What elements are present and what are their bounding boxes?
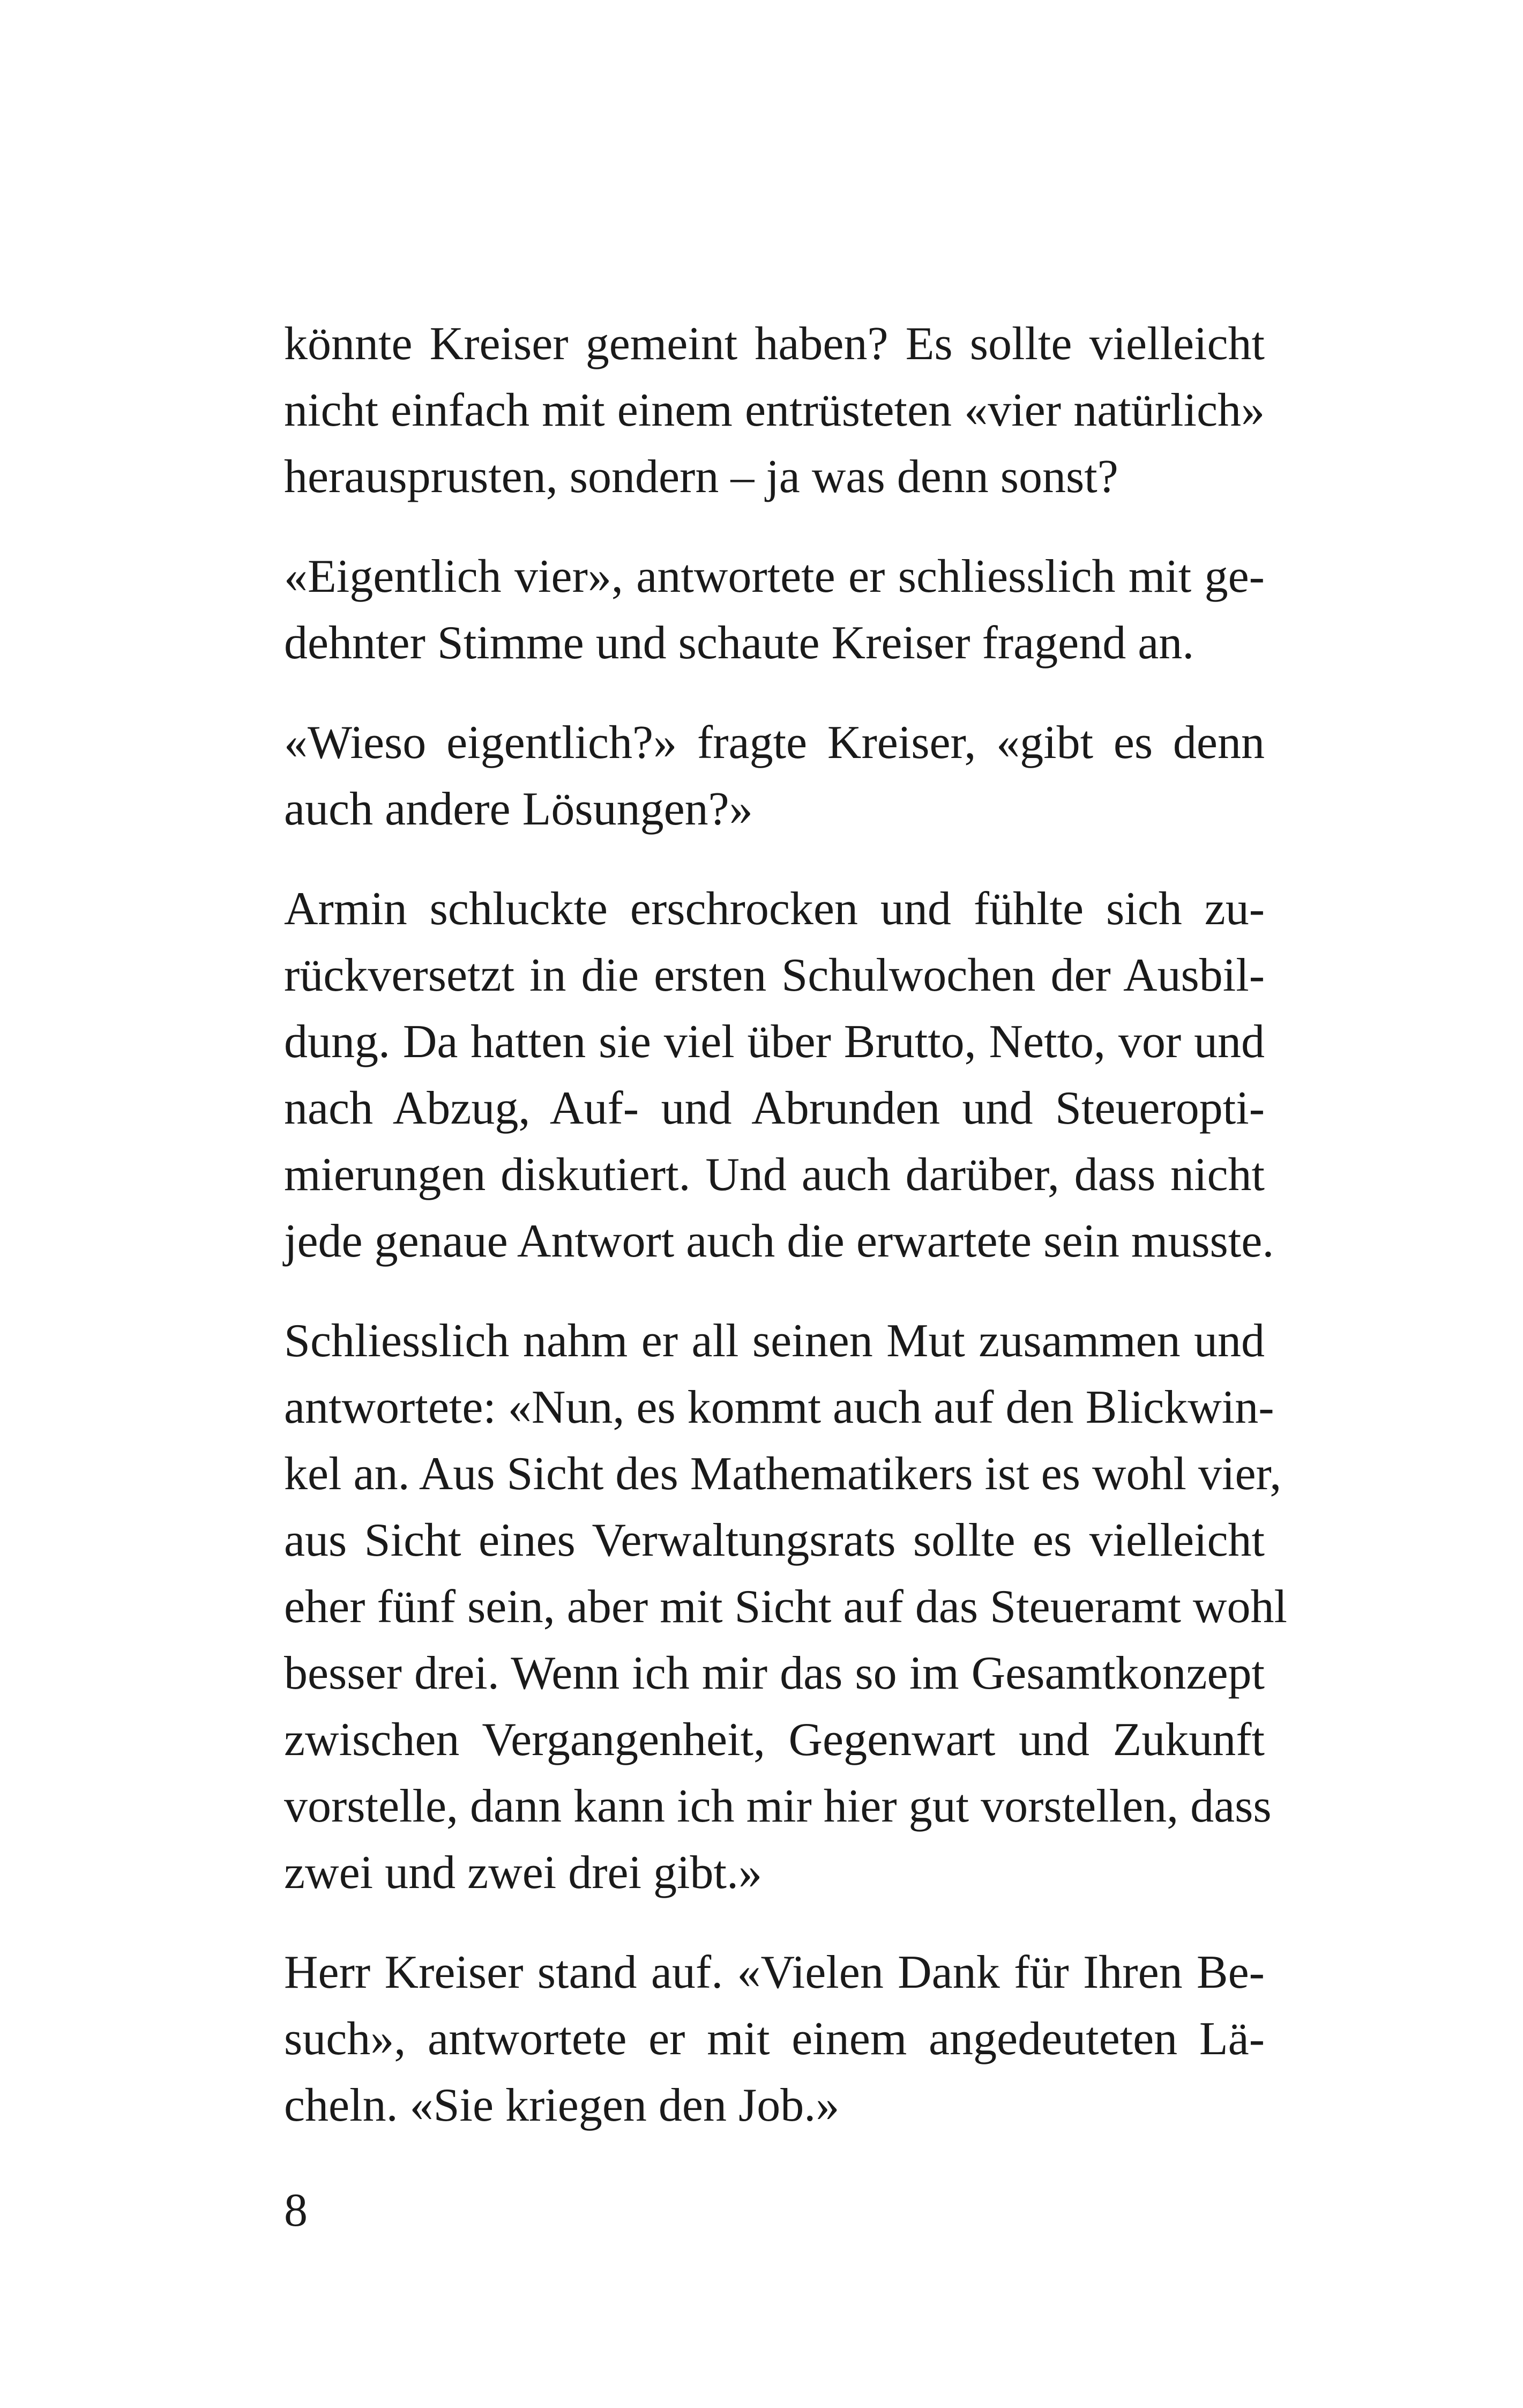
text-line: zwei und zwei drei gibt.»	[284, 1847, 762, 1899]
paragraph	[284, 1308, 1287, 1906]
text-line: besser drei. Wenn ich mir das so im Gesamtkonzept	[284, 1647, 1265, 1699]
text-line: dung. Da hatten sie viel über Brutto, Netto, vor und	[284, 1016, 1265, 1068]
page-text	[284, 311, 1287, 2172]
text-line: auch andere Lösungen?»	[284, 783, 753, 835]
text-line: jede genaue Antwort auch die erwartete sein musste.	[284, 1215, 1274, 1267]
page-number: 8	[284, 2184, 308, 2236]
text-line: eher fünf sein, aber mit Sicht auf das Steueramt wohl	[284, 1581, 1287, 1633]
paragraph	[284, 544, 1265, 677]
text-line: mierungen diskutiert. Und auch darüber, dass nicht	[284, 1149, 1265, 1201]
text-line: nach Abzug, Auf- und Abrunden und Steueropti-	[284, 1082, 1265, 1134]
text-line: nicht einfach mit einem entrüsteten «vier natürlich»	[284, 384, 1265, 436]
text-line: Herr Kreiser stand auf. «Vielen Dank für Ihren Be-	[284, 1946, 1265, 1998]
text-line: such», antwortete er mit einem angedeuteten Lä-	[284, 2013, 1265, 2065]
paragraph	[284, 1939, 1265, 2139]
paragraph	[284, 710, 1265, 843]
text-line: Armin schluckte erschrocken und fühlte sich zu-	[284, 883, 1265, 935]
text-line: vorstelle, dann kann ich mir hier gut vorstellen, dass	[284, 1780, 1272, 1832]
text-line: herausprusten, sondern – ja was denn sonst?	[284, 451, 1118, 503]
paragraph	[284, 876, 1274, 1275]
text-line: «Eigentlich vier», antwortete er schliesslich mit ge-	[284, 551, 1265, 603]
text-line: cheln. «Sie kriegen den Job.»	[284, 2079, 840, 2131]
text-line: Schliesslich nahm er all seinen Mut zusammen und	[284, 1315, 1265, 1367]
text-line: kel an. Aus Sicht des Mathematikers ist es wohl vier,	[284, 1448, 1282, 1500]
text-line: zwischen Vergangenheit, Gegenwart und Zukunft	[284, 1714, 1265, 1766]
text-line: «Wieso eigentlich?» fragte Kreiser, «gibt es denn	[284, 717, 1265, 769]
text-line: aus Sicht eines Verwaltungsrats sollte es vielleicht	[284, 1514, 1265, 1566]
text-line: könnte Kreiser gemeint haben? Es sollte vielleicht	[284, 318, 1265, 370]
text-line: dehnter Stimme und schaute Kreiser fragend an.	[284, 617, 1194, 669]
text-line: rückversetzt in die ersten Schulwochen der Ausbil-	[284, 949, 1265, 1001]
text-line: antwortete: «Nun, es kommt auch auf den Blickwin-	[284, 1381, 1274, 1433]
paragraph	[284, 311, 1265, 510]
